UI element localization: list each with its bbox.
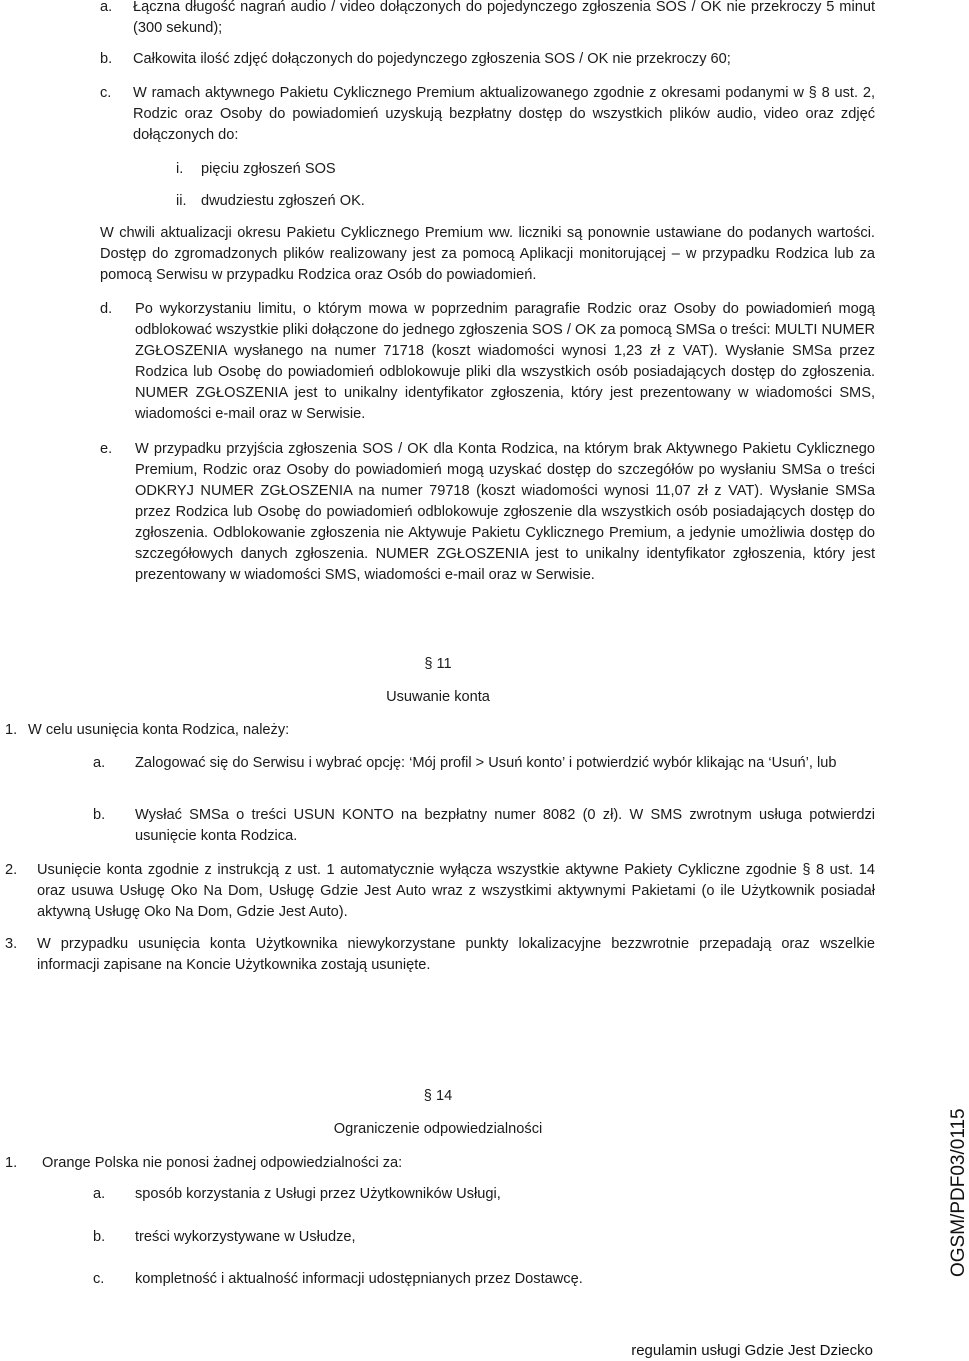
item-text: Łączna długość nagrań audio / video dołączonych do pojedynczego zgłoszenia SOS / OK nie przekroczy 5 minut (300 sekund); bbox=[133, 0, 875, 36]
section-11-number: § 11 bbox=[424, 656, 452, 672]
point-text: sposób korzystania z Usługi przez Użytkowników Usługi, bbox=[135, 1186, 501, 1202]
item-text: Całkowita ilość zdjęć dołączonych do pojedynczego zgłoszenia SOS / OK nie przekroczy 60; bbox=[133, 51, 731, 67]
point-label: a. bbox=[93, 1186, 106, 1202]
point-text: Wysłać SMSa o treści USUN KONTO na bezpłatny numer 8082 (0 zł). W SMS zwrotnym usługa potwierdzi usunięcie konta Rodzica. bbox=[135, 807, 875, 844]
section-14-number: § 14 bbox=[423, 1088, 453, 1104]
item-label: c. bbox=[100, 85, 112, 101]
point-label: a. bbox=[93, 755, 106, 771]
point-label: 1. bbox=[5, 722, 18, 738]
counter-paragraph: W chwili aktualizacji okresu Pakietu Cyklicznego Premium ww. liczniki są ponownie ustawiane do podanych wartości. Dostęp do zgromadzonych plików realizowany jest za pomocą Aplikacji monitorującej – w przypadku Rodzica lub za pomocą Serwisu w przypadku Rodzica oraz Osób do powiadomień. bbox=[100, 225, 875, 283]
point-label: 2. bbox=[5, 862, 18, 878]
item-label: e. bbox=[100, 441, 113, 457]
item-text: Po wykorzystaniu limitu, o którym mowa w poprzednim paragrafie Rodzic oraz Osoby do powiadomień mogą odblokować wszystkie pliki dołączone do jednego zgłoszenia SOS / OK za pomocą SMSa o treści: MULTI NUMER ZGŁOSZENIA wysłanego na numer 71718 (koszt wiadomości wynosi 1,23 zł z VAT). Wysłanie SMSa przez Rodzica lub Osobę do powiadomień odblokowuje pliki dla wszystkich osób posiadających dostęp do zgłoszenia. NUMER ZGŁOSZENIA jest to unikalny identyfikator zgłoszenia, który jest prezentowany w wiadomości SMS, wiadomości e-mail oraz w Serwisie. bbox=[135, 301, 875, 422]
item-text: W przypadku przyjścia zgłoszenia SOS / OK dla Konta Rodzica, na którym brak Aktywnego Pakietu Cyklicznego Premium, Rodzic oraz Osoby do powiadomień mogą uzyskać dostęp do szczegółów po wysłaniu SMSa o treści ODKRYJ NUMER ZGŁOSZENIA na numer 79718 (koszt wiadomości wynosi 11,07 zł z VAT). Wysłanie SMSa przez Rodzica lub Osobę do powiadomień odblokowuje zgłoszenie dla wszystkich osób posiadających dostęp do zgłoszenia. Odblokowanie zgłoszenia nie Aktywuje Pakietu Cyklicznego Premium, a jedynie umożliwia dostęp do szczegółowych danych zgłoszenia. NUMER ZGŁOSZENIA jest to unikalny identyfikator zgłoszenia, który jest prezentowany w wiadomości SMS, wiadomości e-mail oraz w Serwisie. bbox=[135, 441, 875, 583]
point-text: Zalogować się do Serwisu i wybrać opcję: ‘Mój profil > Usuń konto’ i potwierdzić wybór klikając na ‘Usuń’, lub bbox=[135, 755, 837, 771]
point-text: Usunięcie konta zgodnie z instrukcją z ust. 1 automatycznie wyłącza wszystkie aktywne Pakiety Cykliczne zgodnie § 8 ust. 14 oraz usuwa Usługę Oko Na Dom, Usługę Gdzie Jest Auto wraz z wszystkimi aktywnymi Pakietami (o ile Użytkownik posiadał aktywną Usługę Oko Na Dom, Gdzie Jest Auto). bbox=[37, 862, 875, 920]
point-text: W celu usunięcia konta Rodzica, należy: bbox=[28, 722, 290, 738]
section-14-title: Ograniczenie odpowiedzialności bbox=[333, 1121, 543, 1137]
document-code: OGSM/PDF03/0115 bbox=[948, 1108, 969, 1277]
point-text: treści wykorzystywane w Usłudze, bbox=[135, 1229, 356, 1245]
point-label: b. bbox=[93, 1229, 106, 1245]
section-11-title: Usuwanie konta bbox=[386, 689, 490, 705]
point-text: Orange Polska nie ponosi żadnej odpowiedzialności za: bbox=[42, 1155, 403, 1171]
subitem-label: ii. bbox=[176, 193, 187, 209]
point-text: kompletność i aktualność informacji udostępnianych przez Dostawcę. bbox=[135, 1271, 583, 1287]
point-label: b. bbox=[93, 807, 106, 823]
point-label: c. bbox=[93, 1271, 105, 1287]
subitem-text: pięciu zgłoszeń SOS bbox=[201, 161, 336, 177]
item-label: b. bbox=[100, 51, 113, 67]
item-label: d. bbox=[100, 301, 113, 317]
point-label: 1. bbox=[5, 1155, 18, 1171]
point-label: 3. bbox=[5, 936, 18, 952]
page-footer: regulamin usługi Gdzie Jest Dziecko bbox=[631, 1342, 873, 1359]
point-text: W przypadku usunięcia konta Użytkownika niewykorzystane punkty lokalizacyjne bezzwrotnie przepadają oraz wszelkie informacji zapisane na Koncie Użytkownika zostają usunięte. bbox=[37, 936, 875, 973]
subitem-label: i. bbox=[176, 161, 184, 177]
item-label: a. bbox=[100, 0, 113, 15]
subitem-text: dwudziestu zgłoszeń OK. bbox=[201, 193, 365, 209]
item-text: W ramach aktywnego Pakietu Cyklicznego Premium aktualizowanego zgodnie z okresami podanymi w § 8 ust. 2, Rodzic oraz Osoby do powiadomień uzyskują bezpłatny dostęp do wszystkich plików audio, video oraz zdjęć dołączonych do: bbox=[133, 85, 875, 143]
